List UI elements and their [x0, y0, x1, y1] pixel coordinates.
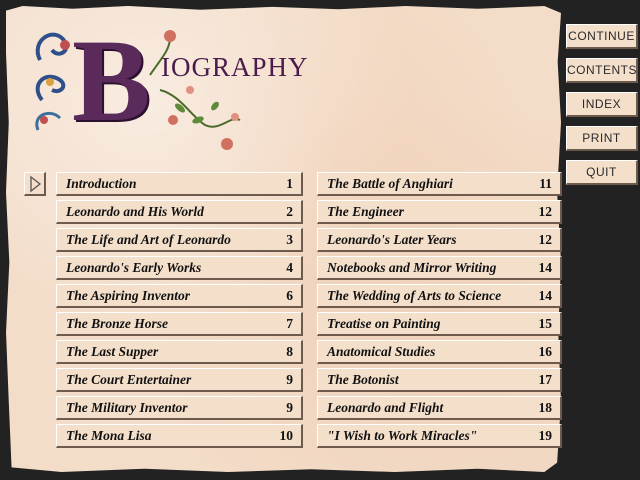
- toc-entry[interactable]: [317, 312, 562, 336]
- toc-entry-page: 14: [538, 260, 552, 275]
- toc-entry[interactable]: [317, 424, 562, 448]
- toc-entry-label: "I Wish to Work Miracles": [327, 428, 478, 443]
- toc-entry-page: 14: [538, 288, 552, 303]
- selection-arrow-button[interactable]: [24, 172, 46, 196]
- toc-entry[interactable]: [56, 284, 303, 308]
- toc-entry-label: Leonardo's Later Years: [327, 232, 457, 247]
- toc-entry-page: 18: [538, 400, 552, 415]
- toc-entry[interactable]: [56, 228, 303, 252]
- toc-entry-page: 9: [286, 400, 293, 415]
- toc-entry-label: The Battle of Anghiari: [327, 176, 453, 191]
- toc-entry-label: Introduction: [66, 176, 137, 191]
- toc-entry-page: 17: [538, 372, 552, 387]
- toc-entry[interactable]: [56, 368, 303, 392]
- toc-entry-label: Leonardo's Early Works: [66, 260, 202, 275]
- toc-entry-page: 19: [538, 428, 552, 443]
- toc-entry-label: The Aspiring Inventor: [66, 288, 191, 303]
- toc-entry-page: 3: [286, 232, 293, 247]
- toc-entry-label: Notebooks and Mirror Writing: [327, 260, 497, 275]
- continue-button[interactable]: CONTINUE: [566, 24, 638, 49]
- quit-button[interactable]: QUIT: [566, 160, 638, 185]
- play-arrow-icon: [25, 173, 45, 195]
- toc-entry-page: 16: [538, 344, 552, 359]
- toc-entry-label: Anatomical Studies: [327, 344, 436, 359]
- toc-entry-page: 12: [538, 232, 552, 247]
- toc-entry-page: 1: [286, 176, 293, 191]
- toc-entry-page: 15: [538, 316, 552, 331]
- toc-entry[interactable]: [317, 172, 562, 196]
- title-text: IOGRAPHY: [161, 52, 309, 82]
- toc-entry[interactable]: [56, 396, 303, 420]
- toc-entry-page: 10: [279, 428, 293, 443]
- index-button[interactable]: INDEX: [566, 92, 638, 117]
- toc-entry[interactable]: [317, 228, 562, 252]
- toc-entry-label: The Botonist: [327, 372, 399, 387]
- toc-entry-label: Leonardo and His World: [66, 204, 204, 219]
- toc-entry[interactable]: [56, 424, 303, 448]
- toc-entry[interactable]: [317, 256, 562, 280]
- toc-entry-page: 11: [539, 176, 552, 191]
- toc-entry-label: The Mona Lisa: [66, 428, 152, 443]
- toc-entry[interactable]: [317, 396, 562, 420]
- toc-entry-label: Treatise on Painting: [327, 316, 441, 331]
- toc-entry-page: 7: [286, 316, 293, 331]
- toc-entry-label: The Wedding of Arts to Science: [327, 288, 502, 303]
- toc-entry[interactable]: [56, 200, 303, 224]
- toc-entry-page: 4: [286, 260, 293, 275]
- toc-entry[interactable]: [317, 368, 562, 392]
- toc-entry[interactable]: [56, 312, 303, 336]
- contents-button[interactable]: CONTENTS: [566, 58, 638, 83]
- toc-entry-label: The Engineer: [327, 204, 404, 219]
- toc-entry-page: 2: [286, 204, 293, 219]
- toc-entry[interactable]: [317, 200, 562, 224]
- title-initial-b: B: [72, 15, 151, 146]
- toc-entry[interactable]: [56, 256, 303, 280]
- biography-title: [30, 15, 310, 155]
- toc-entry-page: 6: [286, 288, 293, 303]
- toc-entry-label: Leonardo and Flight: [327, 400, 444, 415]
- toc-entry-label: The Court Entertainer: [66, 372, 192, 387]
- toc-entry[interactable]: [56, 172, 303, 196]
- toc-entry-label: The Life and Art of Leonardo: [66, 232, 231, 247]
- toc-entry[interactable]: [317, 340, 562, 364]
- toc-entry-label: The Last Supper: [66, 344, 159, 359]
- toc-entry[interactable]: [56, 340, 303, 364]
- toc-entry-page: 8: [286, 344, 293, 359]
- toc-entry-page: 12: [538, 204, 552, 219]
- toc-entry-label: The Military Inventor: [66, 400, 188, 415]
- toc-entry[interactable]: [317, 284, 562, 308]
- toc-entry-label: The Bronze Horse: [66, 316, 169, 331]
- print-button[interactable]: PRINT: [566, 126, 638, 151]
- toc-entry-page: 9: [286, 372, 293, 387]
